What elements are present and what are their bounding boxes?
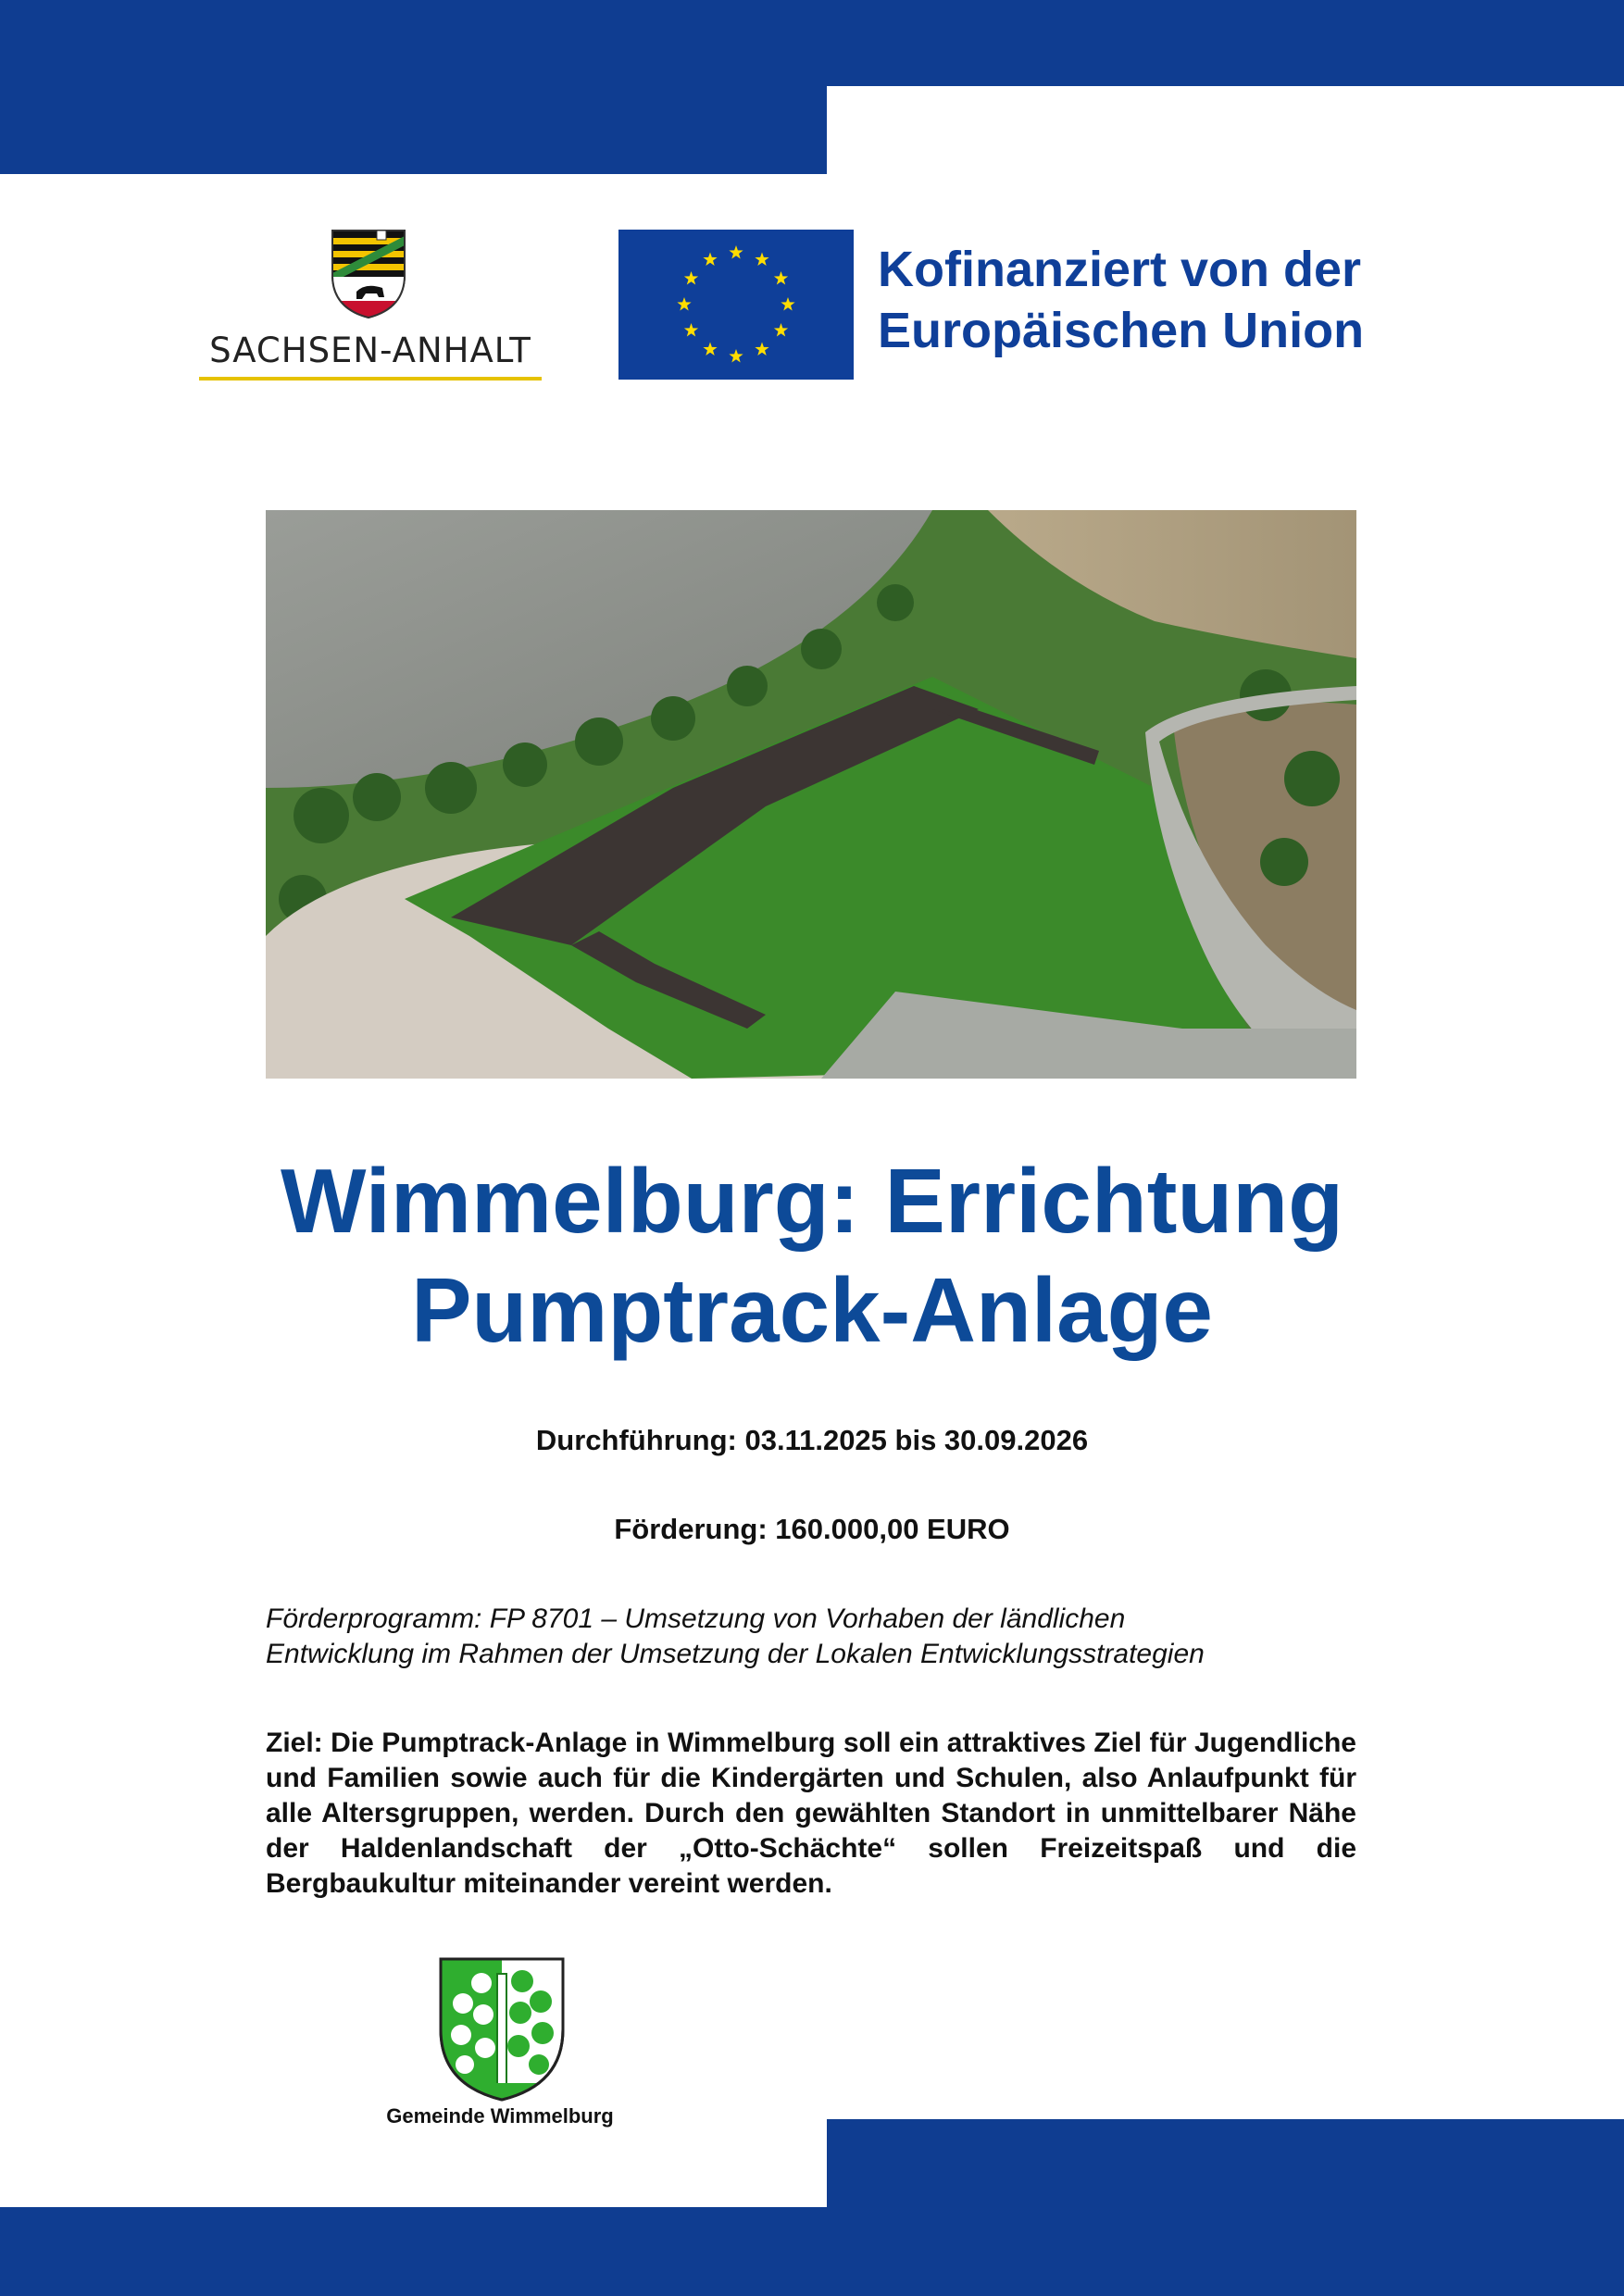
eu-star xyxy=(755,343,768,356)
sachsen-anhalt-underline xyxy=(199,377,542,381)
wimmelburg-crest-icon xyxy=(437,1955,567,2103)
eu-star xyxy=(677,297,691,310)
eu-star xyxy=(755,253,768,266)
eu-cofinanced-text xyxy=(878,239,1452,361)
pumptrack-aerial-image xyxy=(266,510,1356,1079)
title-line1: Wimmelburg: Errichtung xyxy=(281,1150,1343,1252)
eu-star xyxy=(684,323,698,336)
sachsen-anhalt-wordmark: SACHSEN-ANHALT xyxy=(209,331,531,370)
eu-star xyxy=(703,343,717,356)
eu-text-line1: Kofinanziert von der xyxy=(878,242,1362,297)
eu-star xyxy=(781,297,794,310)
eu-star xyxy=(684,271,698,284)
eu-text-line2: Europäischen Union xyxy=(878,303,1365,358)
eu-flag-icon xyxy=(618,230,854,380)
eu-star xyxy=(729,245,743,258)
ziel-paragraph: Ziel: Die Pumptrack-Anlage in Wimmelburg soll ein attraktives Ziel für Jugendliche und Familien sowie auch für die Kindergärten und Schulen, also Anlaufpunkt für alle Altersgruppen, werden. Durch den gewählten Standort in unmittelbarer Nähe der Haldenlandschaft der „Otto-Schächte“ sollen Freizeitspaß und die Bergbaukultur miteinander vereint werden. xyxy=(266,1728,1356,1899)
eu-star xyxy=(774,271,788,284)
sachsen-anhalt-crest-icon xyxy=(329,227,408,319)
top-band-left xyxy=(0,0,827,174)
eu-star xyxy=(729,349,743,362)
bottom-band-full xyxy=(0,2207,1624,2296)
sachsen-anhalt-logo xyxy=(199,227,542,384)
programm-line2: Entwicklung im Rahmen der Umsetzung der Lokalen Entwicklungsstrategien xyxy=(266,1639,1205,1669)
foerderung-line: Förderung: 160.000,00 EURO xyxy=(614,1513,1010,1545)
foerderprogramm-text xyxy=(266,1602,1358,1672)
eu-flag xyxy=(618,230,854,380)
eu-star xyxy=(774,323,788,336)
gemeinde-label: Gemeinde Wimmelburg xyxy=(386,2104,614,2128)
durchfuehrung-line: Durchführung: 03.11.2025 bis 30.09.2026 xyxy=(535,1424,1089,1456)
title-line2: Pumptrack-Anlage xyxy=(411,1259,1213,1361)
eu-star xyxy=(703,253,717,266)
page-title xyxy=(139,1146,1485,1365)
programm-line1: Förderprogramm: FP 8701 – Umsetzung von Vorhaben der ländlichen xyxy=(266,1603,1126,1634)
